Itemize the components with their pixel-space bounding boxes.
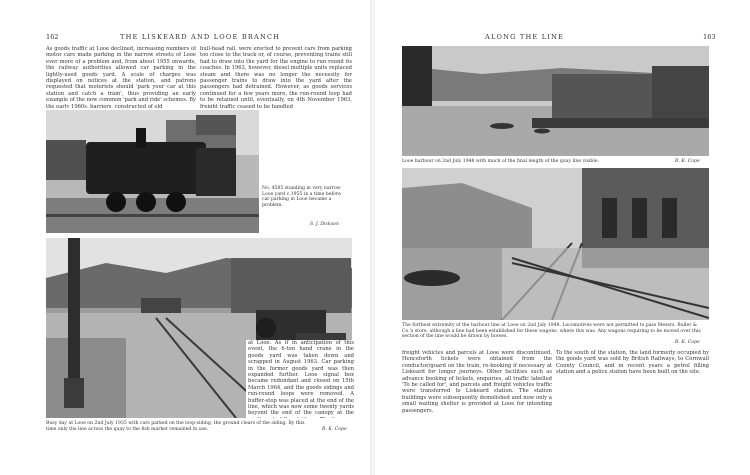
right-col2-paragraph: To the south of the station, the land formerly occupied by the goods yard was sold by British Railways, to Cornwall County Council, and in recent years a petrol filling station and a police station have been built on the site. (556, 350, 709, 376)
photo-locomotive-credit: S. J. Dickson (310, 222, 339, 227)
photo-locomotive-caption: No. 4585 standing in very narrow Looe yard c.1955 in a time before car parking in Looe became a problem. (262, 186, 341, 208)
photo-harbour-caption: Looe harbour on 2nd July 1948 with much of the final length of the quay line visible. (402, 159, 599, 164)
photo-harbour (402, 46, 709, 156)
photo-quay-line (402, 168, 709, 320)
right-running-head: ALONG THE LINE (485, 33, 565, 41)
photo-car-park-credit: R. K. Cope (322, 427, 347, 432)
left-col1-paragraph: As goods traffic at Looe declined, increasing numbers of motor cars made parking in the narrow streets of Looe ever more of a problem and, from about 1955 onwards, the railway authorities allowed car parking in the lightly-used goods yard. A scale of charges was displayed on notices at the station, and patrons requested that motorists should 'park your car at this station and catch a train', thus providing an early example of the now common 'park and ride' schemes. By the early 1960s, barriers, constructed of old (46, 46, 196, 108)
left-col2-paragraph: bull-head rail, were erected to prevent cars from parking too close to the track or, of course, preventing trains still had to draw into the yard for the engine to run round its coaches. In 1963, however, diesel multiple units replaced steam and there was no longer the necessity for passenger trains to draw into the yard after the passengers had detrained. However, as goods services continued for a few years more, the run-round loop had to be retained until, eventually, on 4th November 1963, freight traffic ceased to be handled (200, 46, 352, 108)
right-page-number: 163 (703, 33, 716, 41)
photo-car-park-caption: Busy day at Looe on 2nd July 1935 with cars parked on the loop-siding, the ground clears of the siding. By this time only the line across the quay to the fish market remained in use. (46, 421, 305, 432)
photo-quay-line-caption: The furthest extremity of the harbour line at Looe on 2nd July 1948. Locomotives were not permitted to pass Messrs. Buller & Co.'s store, although a line had been established for these wagons, where this was. Any wagons requiring to be moved over this section of the line would be drawn by horses. (402, 323, 701, 340)
left-col2-lower-paragraph: at Looe. As if in anticipation of this event, the 6-ton hand crane in the goods yard was taken down and scrapped in August 1963. Car parking in the former goods yard was then expanded further. Looe signal box became redundant and closed on 15th March 1964, and the goods sidings and run-round loops were removed. A buffer-stop was placed at the end of the line, which was now some twenty yards beyond the end of the canopy at the (248, 340, 354, 417)
photo-locomotive (46, 110, 259, 233)
right-col1-paragraph: freight vehicles and parcels at Looe were discontinued. Henceforth tickets were obtained from the conductor/guard on the train, re-booking if necessary at Liskeard for longer journeys. Other facilities such as advance booking of tickets, enquiries, all traffic labelled 'To be called for', and parcels and freight vehicles traffic were transferred to Liskeard station. The station buildings were subsequently demolished and now only a small waiting shelter is provided at Looe for intending passengers. (402, 350, 552, 414)
photo-harbour-credit: R. K. Cope (675, 159, 700, 164)
left-running-head: THE LISKEARD AND LOOE BRANCH (120, 33, 281, 41)
photo-quay-line-credit: R. K. Cope (675, 340, 700, 345)
left-page-number: 162 (46, 33, 59, 41)
